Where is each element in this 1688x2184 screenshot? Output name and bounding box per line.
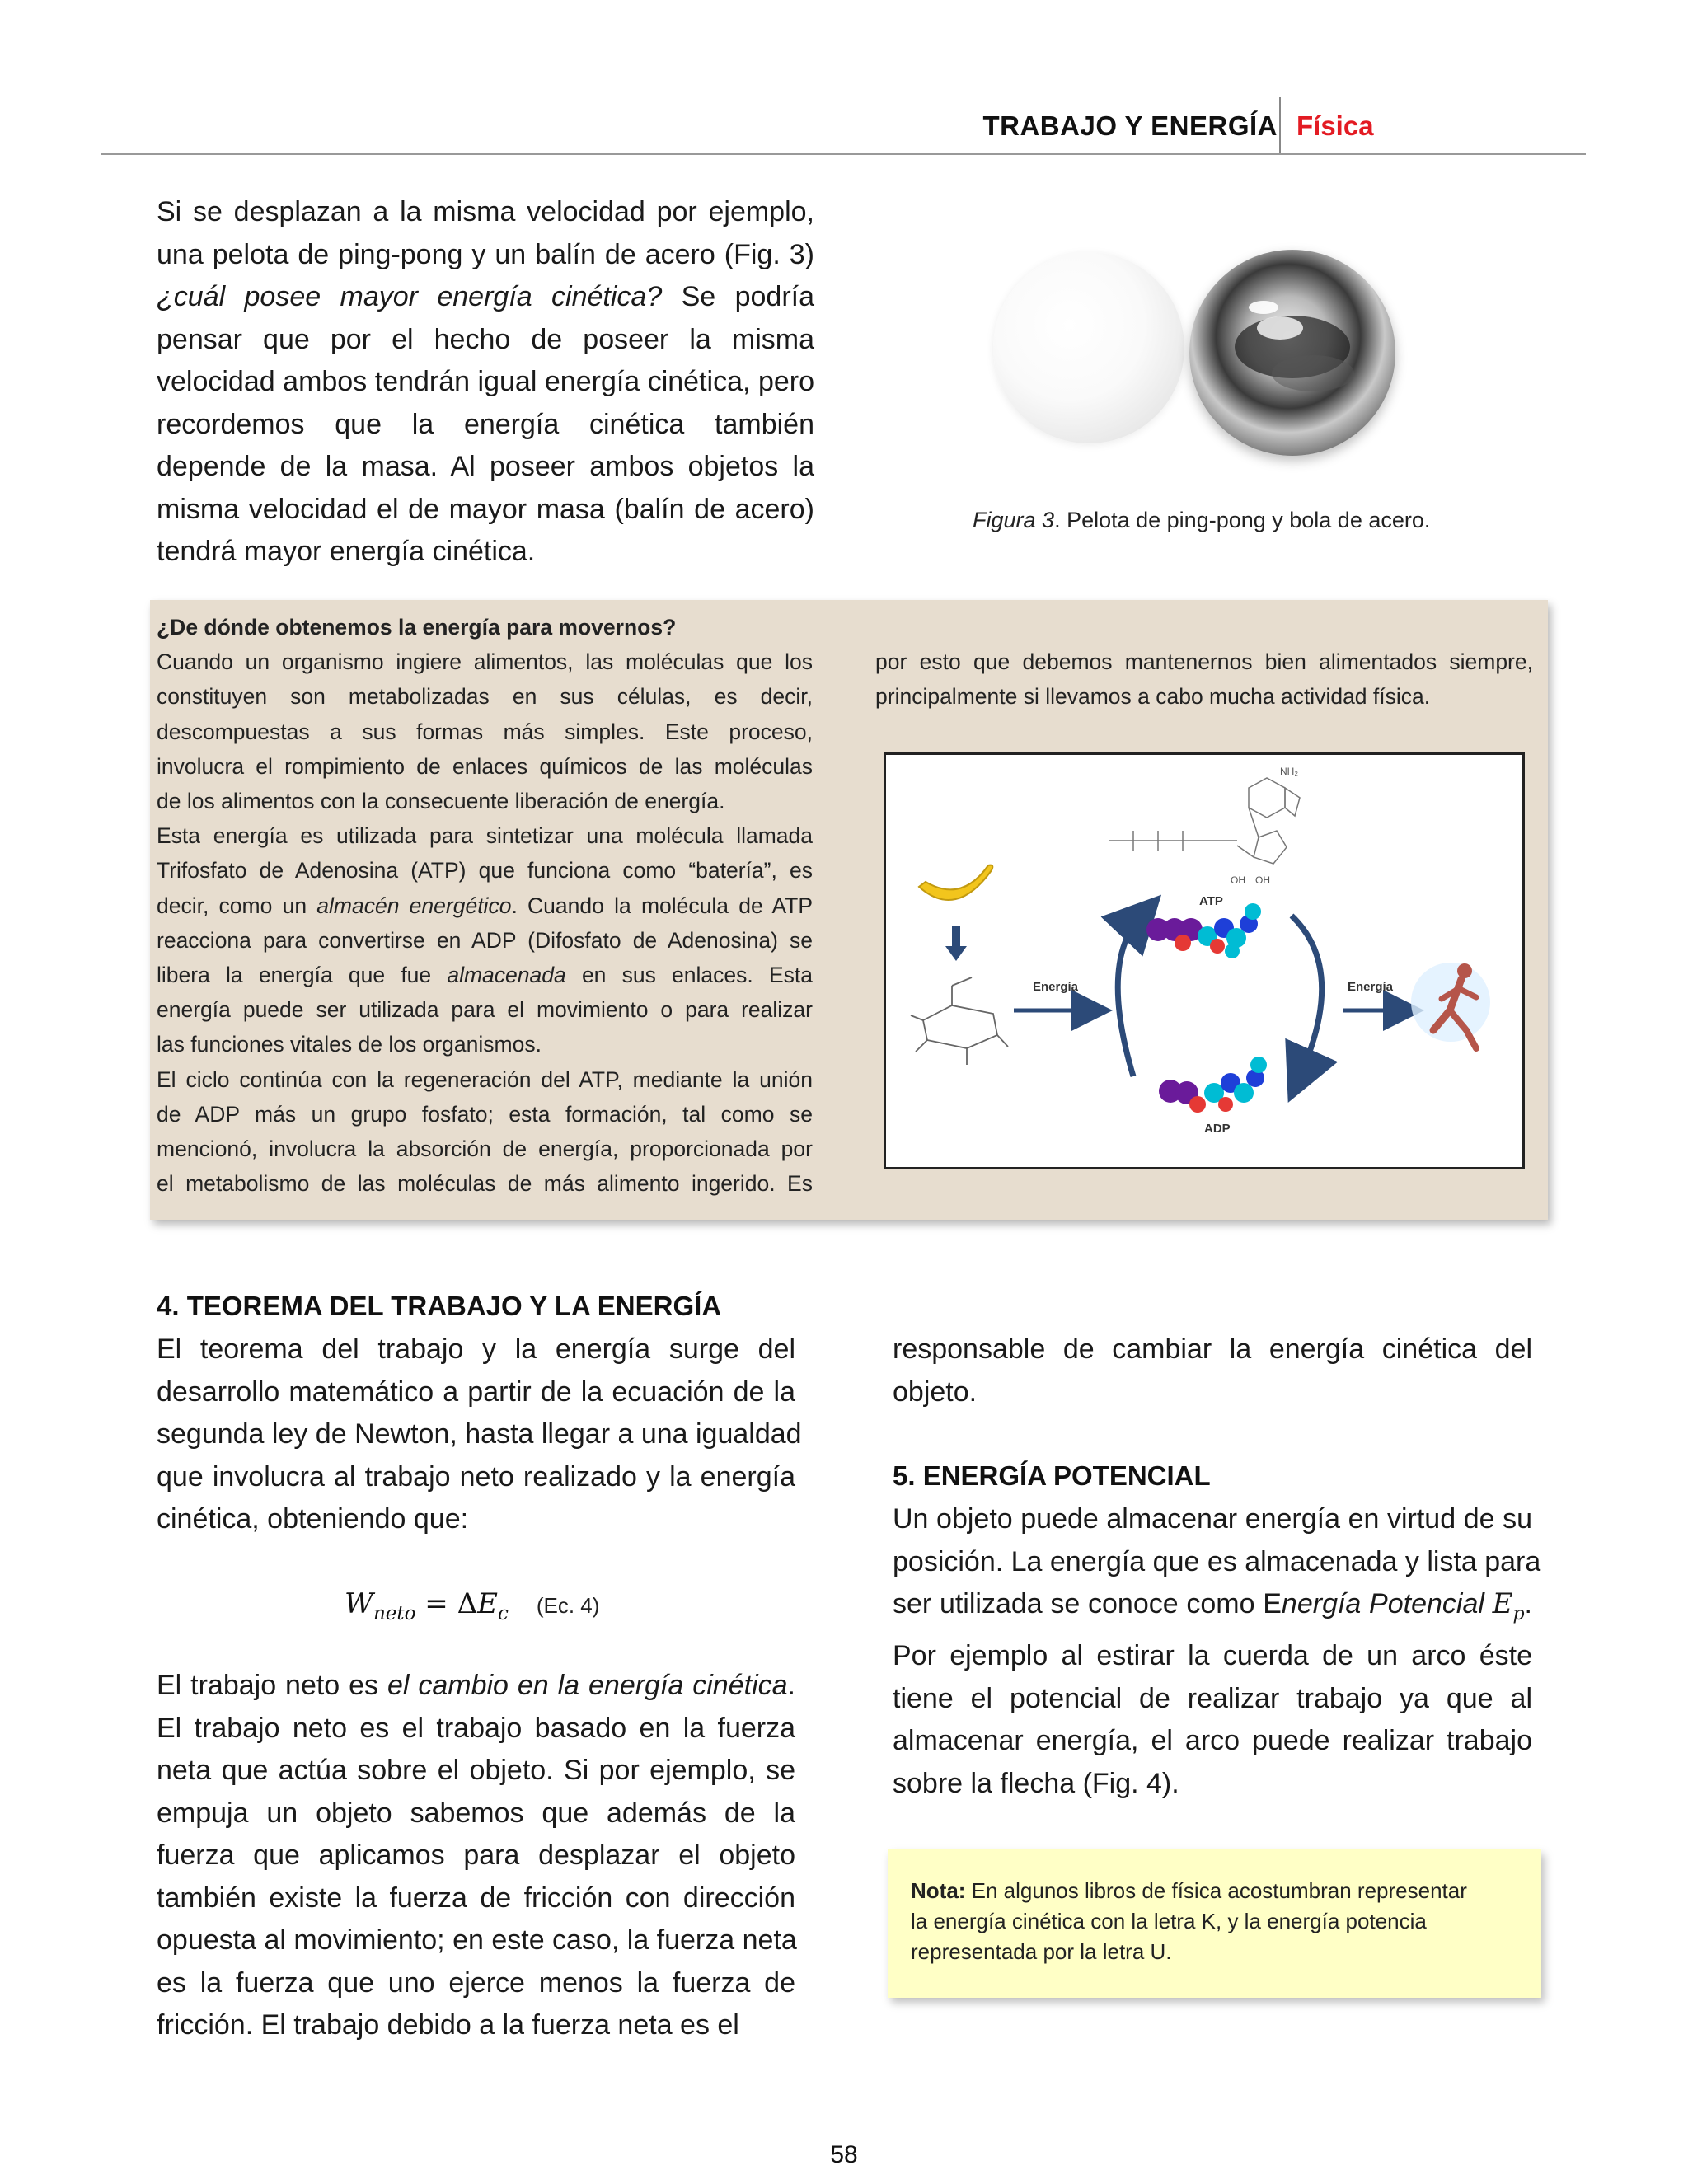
text-line: constituyen son metabolizadas en sus células, es decir, bbox=[157, 684, 813, 710]
atp-molecule-icon bbox=[1146, 903, 1261, 958]
text-line: pensar que por el hecho de poseer la misma bbox=[157, 323, 814, 355]
runner-icon bbox=[1411, 963, 1490, 1048]
text-line: Cuando un organismo ingiere alimentos, las moléculas que los bbox=[157, 649, 813, 675]
text-line: principalmente si llevamos a cabo mucha actividad física. bbox=[875, 684, 1431, 710]
text-line: El ciclo continúa con la regeneración del ATP, mediante la unión bbox=[157, 1066, 813, 1092]
text-line: de ADP más un grupo fosfato; esta formación, tal como se bbox=[157, 1101, 813, 1127]
section-4-continued bbox=[893, 1329, 1532, 1413]
steel-ball-image bbox=[1189, 250, 1395, 456]
equation-tag: (Ec. 4) bbox=[536, 1593, 600, 1618]
section-5-heading: 5. ENERGÍA POTENCIAL bbox=[893, 1460, 1211, 1491]
question-italic: ¿cuál posee mayor energía cinética? bbox=[157, 281, 663, 312]
energy-in-label: Energía bbox=[1033, 980, 1079, 994]
adp-label: ADP bbox=[1204, 1122, 1231, 1136]
text-line: empuja un objeto sabemos que además de la bbox=[157, 1797, 795, 1829]
section-4-heading: 4. TEOREMA DEL TRABAJO Y LA ENERGÍA bbox=[157, 1291, 722, 1321]
text-line: también existe la fuerza de fricción con dirección bbox=[157, 1882, 795, 1914]
text-line: fricción. El trabajo debido a la fuerza neta es el bbox=[157, 2009, 739, 2041]
atp-label: ATP bbox=[1199, 894, 1223, 908]
text-line: Por ejemplo al estirar la cuerda de un arco éste bbox=[893, 1640, 1532, 1672]
text-line: fuerza que aplicamos para desplazar el objeto bbox=[157, 1840, 795, 1871]
header-title: TRABAJO Y ENERGÍA bbox=[982, 110, 1278, 141]
text-line: velocidad ambos tendrán igual energía cinética, pero bbox=[157, 366, 814, 397]
text-line: opuesta al movimiento; en este caso, la fuerza neta bbox=[157, 1924, 797, 1956]
text-line: descompuestas a sus formas más simples. Este proceso, bbox=[157, 719, 813, 744]
text-line: El teorema del trabajo y la energía surge del bbox=[157, 1333, 795, 1365]
text-line: por esto que debemos mantenernos bien alimentados siempre, bbox=[875, 649, 1533, 674]
text-line: de los alimentos con la consecuente liberación de energía. bbox=[157, 789, 725, 814]
oh-label: OH bbox=[1231, 874, 1245, 886]
text-line: una pelota de ping-pong y un balín de acero (Fig. 3) bbox=[157, 238, 814, 270]
text-line: desarrollo matemático a partir de la ecuación de la bbox=[157, 1376, 795, 1408]
text-line: las funciones vitales de los organismos. bbox=[157, 1032, 542, 1057]
energy-out-label: Energía bbox=[1348, 980, 1394, 994]
text-line: segunda ley de Newton, hasta llegar a una igualdad bbox=[157, 1418, 802, 1450]
section-5-paragraph bbox=[893, 1498, 1541, 1805]
text-line: decir, como un almacén energético. Cuando la molécula de ATP bbox=[157, 893, 814, 918]
intro-paragraph bbox=[157, 191, 814, 574]
note-text bbox=[911, 1876, 1521, 1967]
text-line: es la fuerza que uno ejerce menos la fuerza de bbox=[157, 1966, 795, 1999]
equation-4 bbox=[345, 1587, 599, 1629]
header-subject: Física bbox=[1296, 110, 1374, 141]
text-line: libera la energía que fue almacenada en sus enlaces. Esta bbox=[157, 963, 813, 988]
atp-box-left-column bbox=[157, 610, 813, 1201]
text-line: energía puede ser utilizada para el movimiento o para realizar bbox=[157, 997, 813, 1023]
italic-term: almacenada bbox=[447, 963, 566, 988]
section-4-paragraph-2 bbox=[157, 1665, 795, 2047]
text-line: la energía cinética con la letra K, y la energía potencia bbox=[911, 1909, 1427, 1933]
text-line: Un objeto puede almacenar energía en virtud de su bbox=[893, 1503, 1532, 1535]
note-label: Nota: bbox=[911, 1878, 966, 1903]
text-line: tendrá mayor energía cinética. bbox=[157, 536, 536, 567]
text-line: representada por la letra U. bbox=[911, 1939, 1172, 1964]
text-line: sobre la flecha (Fig. 4). bbox=[893, 1767, 1179, 1799]
text-line: recordemos que la energía cinética también bbox=[157, 408, 814, 440]
header-rule bbox=[101, 153, 1586, 155]
atp-cycle-diagram bbox=[884, 752, 1525, 1169]
figure-3-label: Figura 3 bbox=[973, 508, 1055, 532]
figure-3-caption-text: . Pelota de ping-pong y bola de acero. bbox=[1054, 508, 1431, 532]
text-line: Si se desplazan a la misma velocidad por ejemplo, bbox=[157, 196, 814, 227]
text-line: neta que actúa sobre el objeto. Si por ejemplo, se bbox=[157, 1755, 795, 1786]
italic-term: nergía Potencial bbox=[1281, 1588, 1493, 1619]
italic-term: el cambio en la energía cinética bbox=[387, 1670, 788, 1701]
text-line: misma velocidad el de mayor masa (balín de acero) bbox=[157, 493, 814, 525]
text-line: mencionó, involucra la absorción de energía, proporcionada por bbox=[157, 1137, 813, 1162]
text-line: ¿cuál posee mayor energía cinética? Se podría bbox=[157, 281, 814, 312]
glucose-structure-icon bbox=[911, 977, 1008, 1065]
text-line: reacciona para convertirse en ADP (Difosfato de Adenosina) se bbox=[157, 927, 813, 953]
text-line: el metabolismo de las moléculas de más alimento ingerido. Es bbox=[157, 1171, 813, 1197]
figure-3-caption bbox=[973, 508, 1451, 533]
header-separator bbox=[1279, 97, 1281, 155]
nh2-label: NH₂ bbox=[1280, 766, 1298, 777]
atp-box-title: ¿De dónde obtenemos la energía para movernos? bbox=[157, 615, 677, 640]
text-line: almacenar energía, el arco puede realizar trabajo bbox=[893, 1725, 1532, 1757]
text-line: cinética, obteniendo que: bbox=[157, 1503, 469, 1535]
text-line: responsable de cambiar la energía cinética del bbox=[893, 1333, 1532, 1365]
text-line: tiene el potencial de realizar trabajo ya que al bbox=[893, 1682, 1532, 1714]
page-number: 58 bbox=[830, 2141, 858, 2168]
italic-term: almacén energético bbox=[316, 893, 512, 918]
page-header bbox=[0, 0, 1688, 157]
atp-structure-icon bbox=[1109, 778, 1300, 864]
text-line: depende de la masa. Al poseer ambos objetos la bbox=[157, 451, 814, 482]
section-4-paragraph-1 bbox=[157, 1329, 802, 1541]
atp-box-right-column bbox=[875, 644, 1533, 714]
text-line: involucra el rompimiento de enlaces químicos de las moléculas bbox=[157, 753, 813, 779]
text-line: Nota: En algunos libros de física acostumbran representar bbox=[911, 1878, 1467, 1903]
adp-molecule-icon bbox=[1159, 1057, 1267, 1113]
text-line: ser utilizada se conoce como Energía Potencial $E_p$. bbox=[893, 1587, 1532, 1624]
text-line: objeto. bbox=[893, 1376, 978, 1408]
ping-pong-ball-image bbox=[993, 252, 1184, 443]
banana-icon bbox=[919, 865, 992, 900]
text-line: El trabajo neto es el cambio en la energía cinética. bbox=[157, 1670, 795, 1701]
text-line: El trabajo neto es el trabajo basado en la fuerza bbox=[157, 1712, 795, 1744]
text-line: Esta energía es utilizada para sintetizar una molécula llamada bbox=[157, 823, 813, 849]
text-line: posición. La energía que es almacenada y lista para bbox=[893, 1545, 1541, 1577]
figure-3 bbox=[985, 188, 1447, 493]
text-line: que involucra al trabajo neto realizado y la energía bbox=[157, 1460, 795, 1493]
oh-label: OH bbox=[1255, 874, 1270, 886]
text-line: Trifosfato de Adenosina (ATP) que funciona como “batería”, es bbox=[157, 858, 813, 883]
ep-symbol: $E_p$ bbox=[1492, 1587, 1525, 1624]
work-energy-equation: $W_{neto} = \Delta E_c$ bbox=[345, 1587, 509, 1624]
